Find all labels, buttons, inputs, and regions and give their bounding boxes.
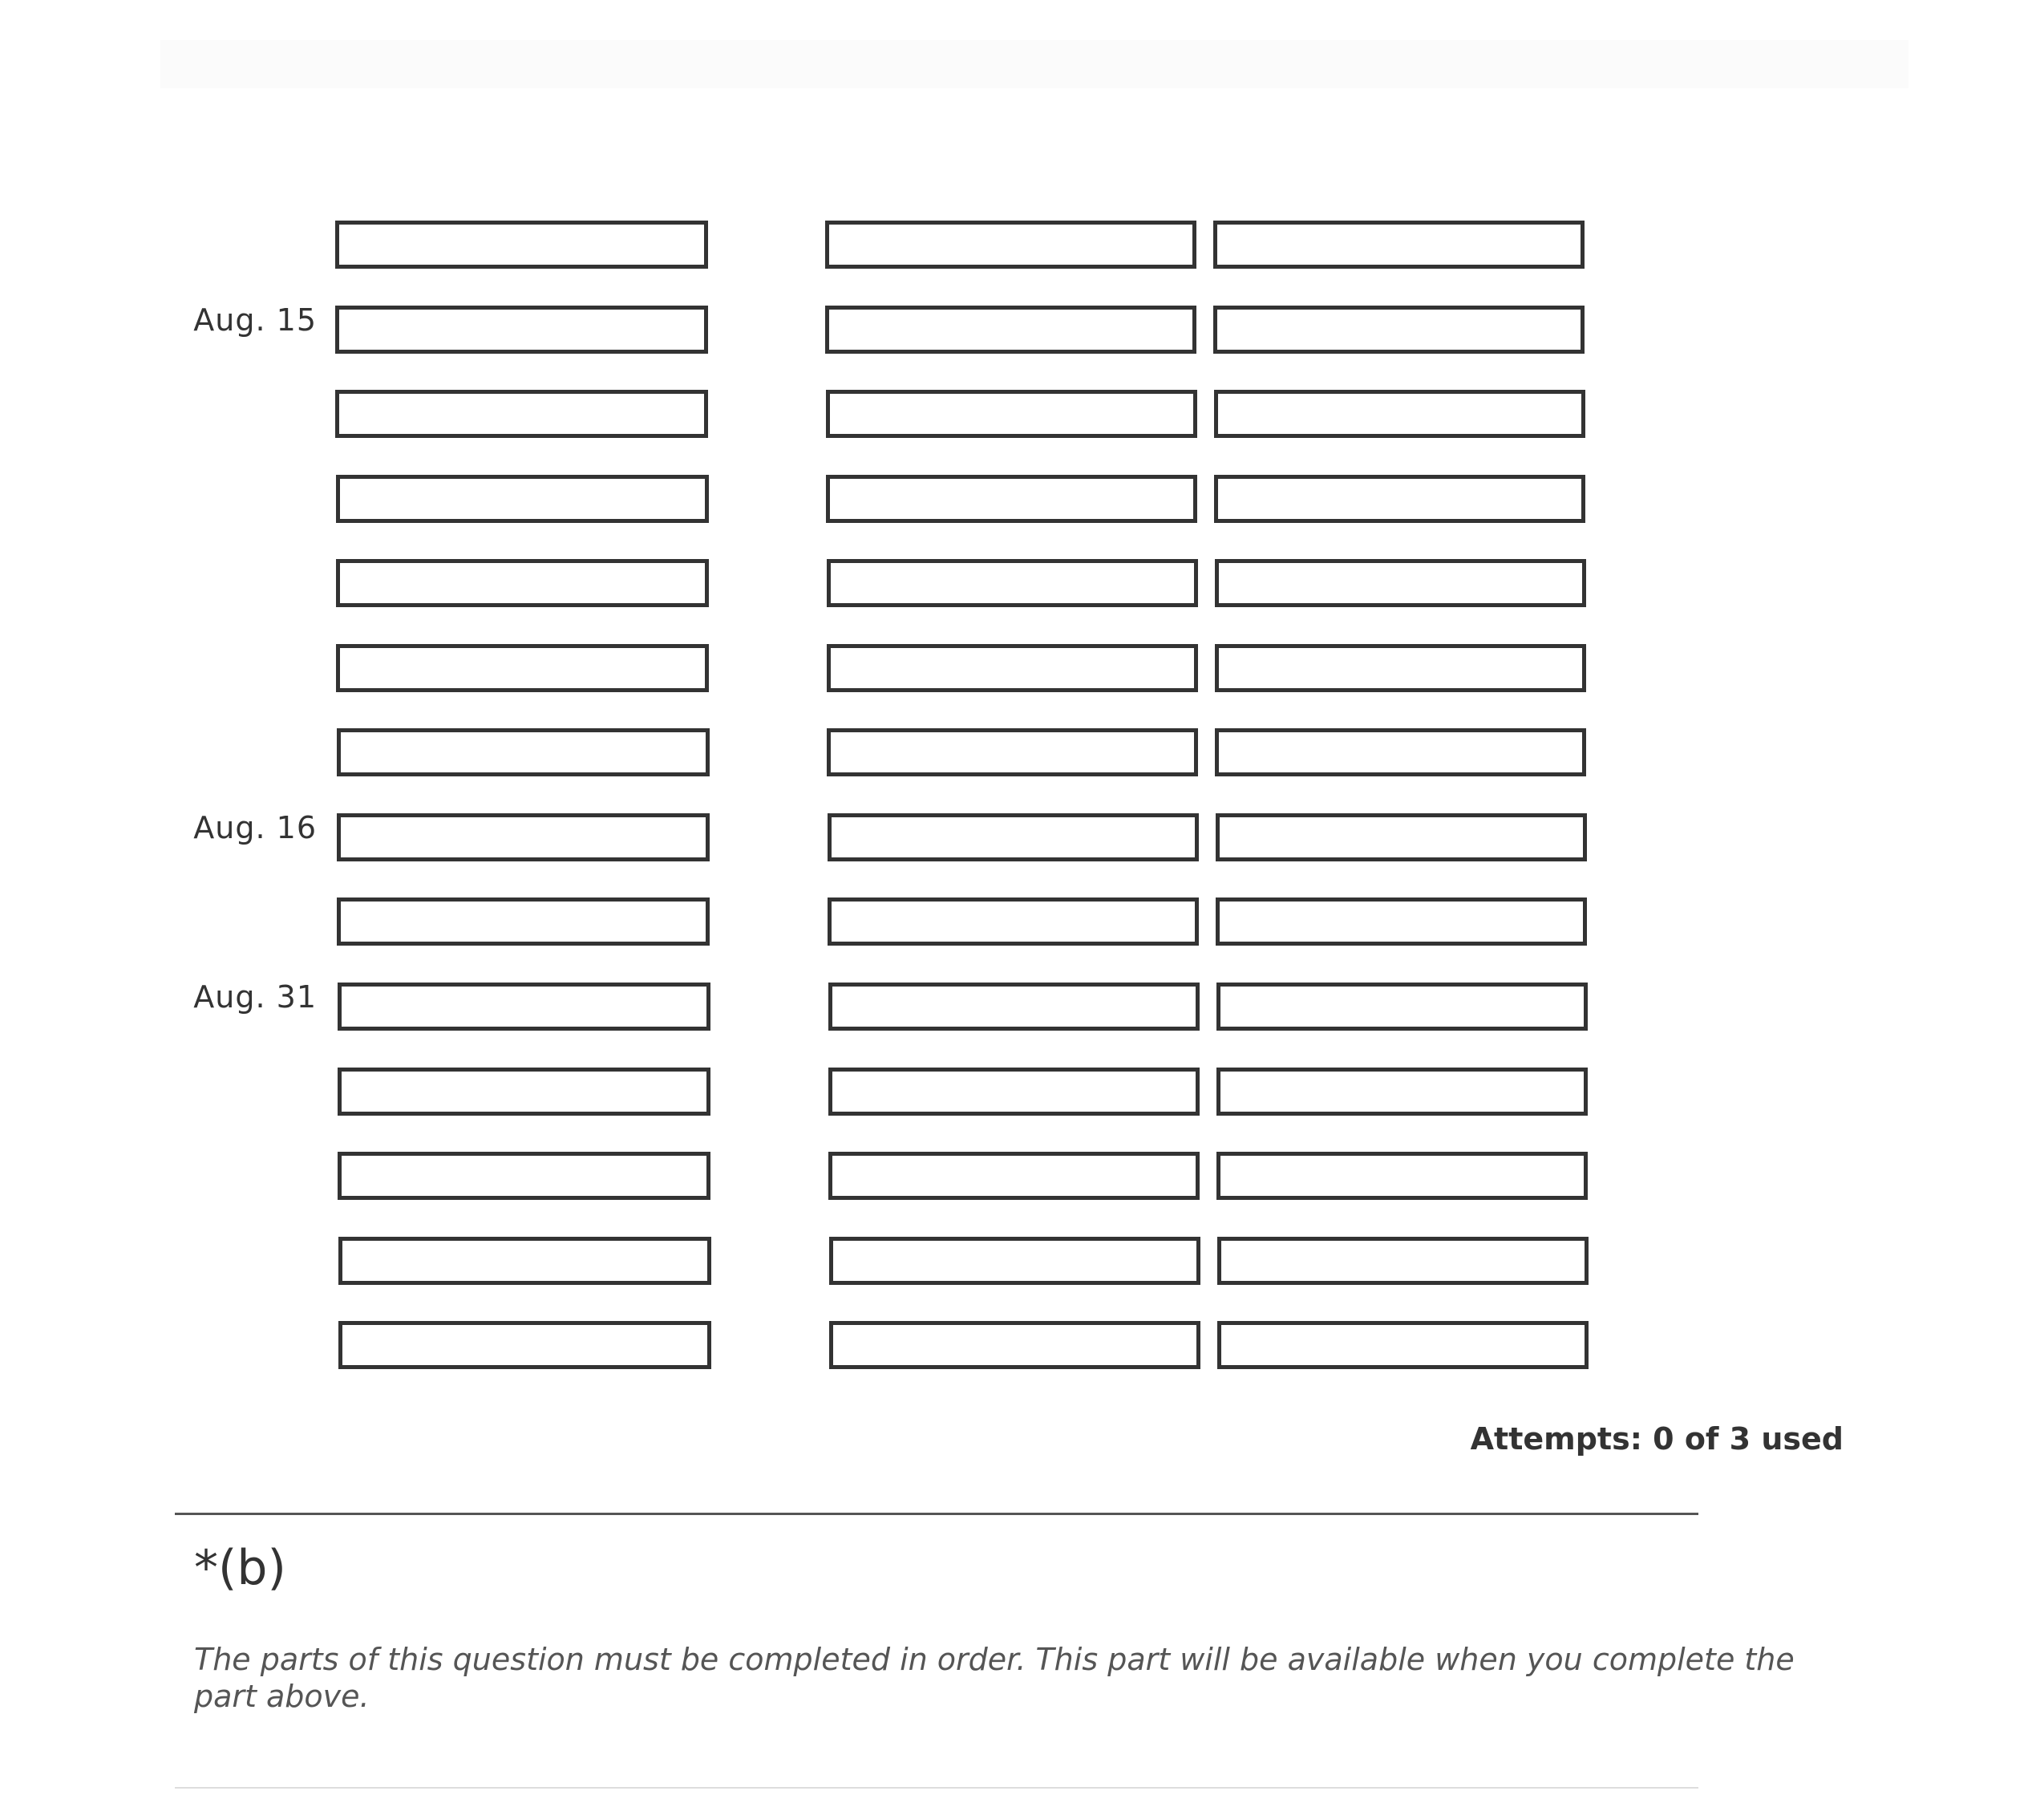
- journal-row: [0, 559, 2044, 612]
- credit-input[interactable]: [1216, 813, 1587, 861]
- date-label-aug-15: Aug. 15: [193, 302, 317, 338]
- debit-input[interactable]: [825, 306, 1196, 354]
- attempts-counter: Attempts: 0 of 3 used: [1470, 1421, 1844, 1457]
- debit-input[interactable]: [827, 644, 1198, 692]
- journal-row: [0, 390, 2044, 443]
- journal-row: [0, 644, 2044, 697]
- journal-row: [0, 1321, 2044, 1374]
- credit-input[interactable]: [1216, 1068, 1588, 1116]
- debit-input[interactable]: [827, 728, 1198, 776]
- account-input[interactable]: [336, 475, 709, 523]
- journal-row: [0, 1152, 2044, 1205]
- debit-input[interactable]: [826, 475, 1197, 523]
- bottom-divider: [175, 1787, 1698, 1789]
- credit-input[interactable]: [1217, 1237, 1589, 1285]
- debit-input[interactable]: [829, 1237, 1200, 1285]
- debit-input[interactable]: [828, 983, 1200, 1031]
- credit-input[interactable]: [1214, 475, 1585, 523]
- credit-input[interactable]: [1215, 728, 1586, 776]
- journal-row: [0, 302, 2044, 359]
- account-input[interactable]: [337, 813, 710, 861]
- credit-input[interactable]: [1216, 1152, 1588, 1200]
- credit-input[interactable]: [1216, 898, 1587, 946]
- debit-input[interactable]: [828, 898, 1199, 946]
- credit-input[interactable]: [1214, 390, 1585, 438]
- account-input[interactable]: [338, 1152, 710, 1200]
- credit-input[interactable]: [1216, 983, 1588, 1031]
- part-b-title: *(b): [194, 1540, 286, 1596]
- credit-input[interactable]: [1215, 559, 1586, 607]
- debit-input[interactable]: [826, 390, 1197, 438]
- journal-row: [0, 475, 2044, 528]
- account-input[interactable]: [337, 728, 710, 776]
- part-b-locked-notice: The parts of this question must be completed in order. This part will be available when you complete the part above.: [194, 1642, 1795, 1714]
- debit-input[interactable]: [827, 559, 1198, 607]
- account-input[interactable]: [338, 1068, 710, 1116]
- account-input[interactable]: [335, 390, 708, 438]
- date-label-aug-16: Aug. 16: [193, 810, 317, 845]
- journal-row: [0, 1237, 2044, 1290]
- debit-input[interactable]: [829, 1321, 1200, 1369]
- journal-row: [0, 728, 2044, 781]
- journal-row: [0, 221, 2044, 274]
- credit-input[interactable]: [1215, 644, 1586, 692]
- section-divider: [175, 1513, 1698, 1515]
- account-input[interactable]: [337, 898, 710, 946]
- account-input[interactable]: [336, 644, 709, 692]
- journal-row: [0, 810, 2044, 866]
- account-input[interactable]: [336, 559, 709, 607]
- date-label-aug-31: Aug. 31: [193, 979, 317, 1015]
- account-input[interactable]: [335, 221, 708, 269]
- journal-row: [0, 898, 2044, 950]
- credit-input[interactable]: [1217, 1321, 1589, 1369]
- debit-input[interactable]: [825, 221, 1196, 269]
- debit-input[interactable]: [828, 1068, 1200, 1116]
- debit-input[interactable]: [828, 1152, 1200, 1200]
- account-input[interactable]: [338, 1321, 711, 1369]
- credit-input[interactable]: [1213, 306, 1585, 354]
- account-input[interactable]: [338, 983, 710, 1031]
- account-input[interactable]: [338, 1237, 711, 1285]
- journal-row: [0, 979, 2044, 1035]
- journal-row: [0, 1068, 2044, 1120]
- account-input[interactable]: [335, 306, 708, 354]
- debit-input[interactable]: [828, 813, 1199, 861]
- credit-input[interactable]: [1213, 221, 1585, 269]
